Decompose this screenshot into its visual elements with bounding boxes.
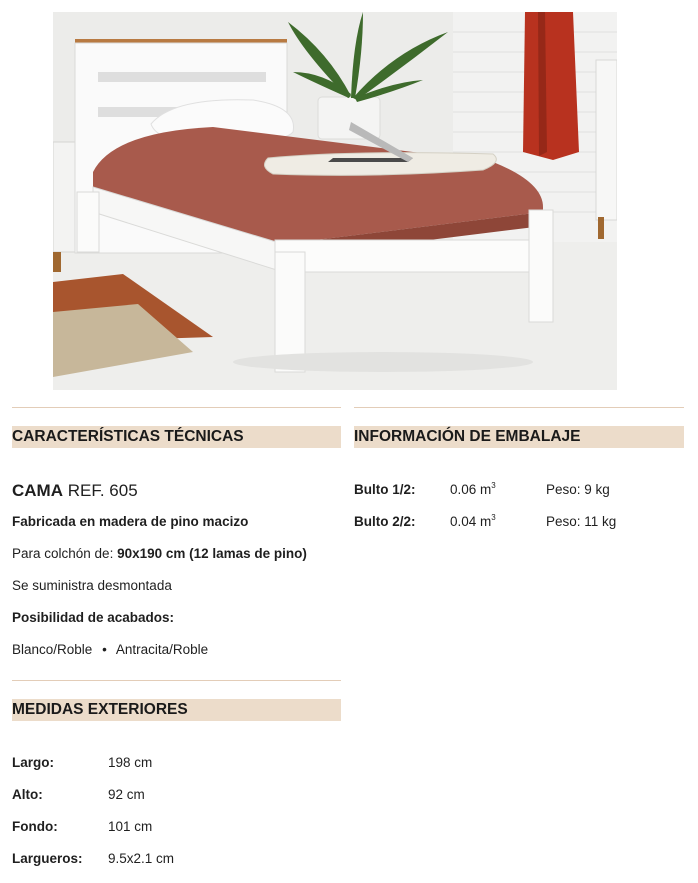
measure-label: Fondo: <box>12 819 58 834</box>
section-divider <box>12 407 341 408</box>
product-reference: REF. 605 <box>67 481 138 500</box>
bed-illustration <box>53 12 617 390</box>
product-name: CAMA <box>12 481 63 500</box>
volume-value: 0.06 m <box>450 482 492 497</box>
tech-specs-header: CARACTERÍSTICAS TÉCNICAS <box>12 426 341 448</box>
finish-option: Blanco/Roble <box>12 642 93 657</box>
product-photo <box>53 12 617 390</box>
product-title <box>12 481 138 501</box>
measure-label: Alto: <box>12 787 43 802</box>
package-volume <box>450 514 496 529</box>
bullet-separator: • <box>102 642 107 657</box>
finish-option: Antracita/Roble <box>115 642 209 657</box>
mattress-value: 90x190 cm (12 lamas de pino) <box>117 546 307 561</box>
finishes-list <box>12 642 208 657</box>
measure-value: 101 cm <box>108 819 153 834</box>
finishes-label: Posibilidad de acabados: <box>12 610 175 625</box>
measure-value: 92 cm <box>108 787 145 802</box>
packaging-info-header: INFORMACIÓN DE EMBALAJE <box>354 426 684 448</box>
measure-value: 9.5x2.1 cm <box>108 851 175 866</box>
material-text: Fabricada en madera de pino macizo <box>12 514 249 529</box>
measure-label: Largueros: <box>12 851 83 866</box>
exterior-measures-header: MEDIDAS EXTERIORES <box>12 699 341 721</box>
package-label: Bulto 1/2: <box>354 482 416 497</box>
package-volume <box>450 482 496 497</box>
package-label: Bulto 2/2: <box>354 514 416 529</box>
measure-value: 198 cm <box>108 755 153 770</box>
assembly-note: Se suministra desmontada <box>12 578 172 593</box>
section-divider <box>12 680 341 681</box>
measure-label: Largo: <box>12 755 54 770</box>
section-divider <box>354 407 684 408</box>
volume-value: 0.04 m <box>450 514 492 529</box>
volume-exponent: 3 <box>491 481 496 490</box>
package-weight: Peso: 11 kg <box>546 514 617 529</box>
mattress-size <box>12 546 307 561</box>
package-weight: Peso: 9 kg <box>546 482 610 497</box>
mattress-label: Para colchón de: <box>12 546 118 561</box>
volume-exponent: 3 <box>491 513 496 522</box>
